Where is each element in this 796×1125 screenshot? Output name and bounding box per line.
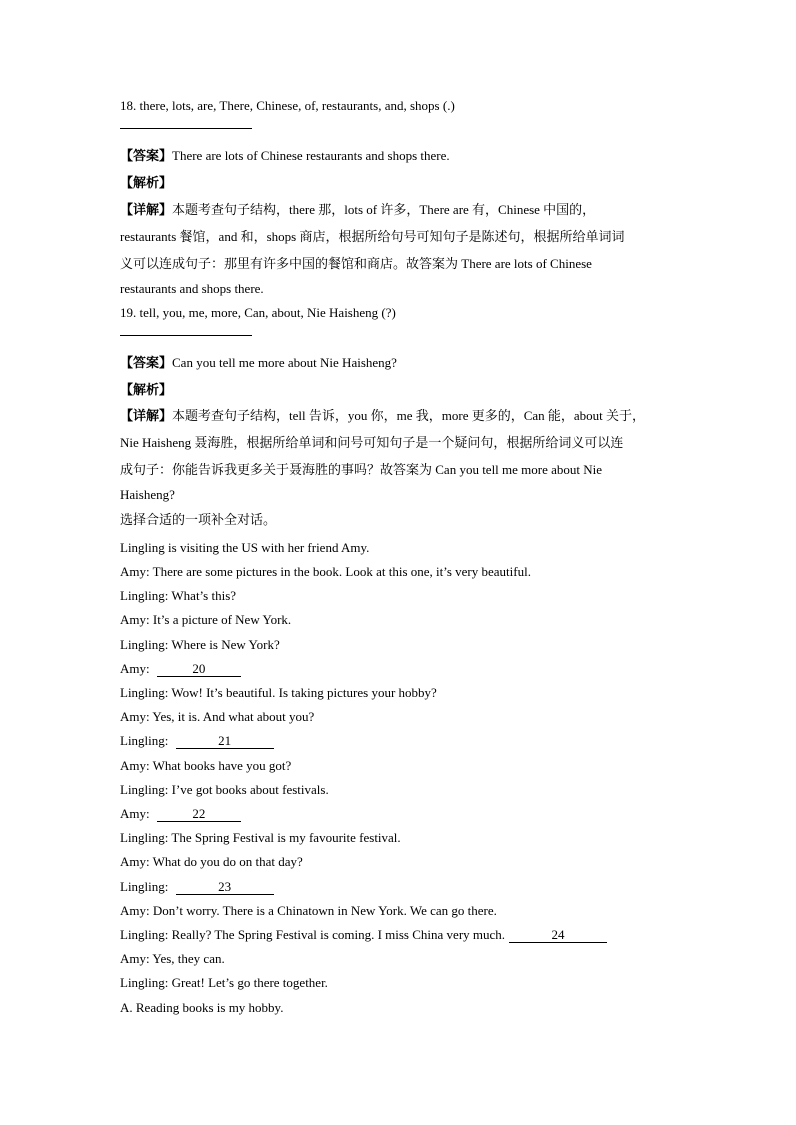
dialogue-line: Lingling: Wow! It’s beautiful. Is taking pictures your hobby? <box>120 685 437 701</box>
question-18-prompt: 18. there, lots, are, There, Chinese, of, restaurants, and, shops (.) <box>120 98 455 113</box>
blank-21[interactable]: 21 <box>176 734 274 749</box>
answer-19 <box>120 351 680 375</box>
answer-tag: 【答案】 <box>120 355 173 371</box>
detail-18-line-2: restaurants 餐馆，and 和，shops 商店，根据所给句号可知句子是陈述句，根据所给单词词 <box>120 228 625 244</box>
answer-19-text: Can you tell me more about Nie Haisheng? <box>172 355 397 371</box>
dialogue-line-blank-20: Amy: 20 <box>120 657 680 681</box>
option-a: A. Reading books is my hobby. <box>120 999 284 1015</box>
dialogue-line-blank-23: Lingling: 23 <box>120 875 680 899</box>
dialogue-line-blank-24: Lingling: Really? The Spring Festival is coming. I miss China very much. 24 <box>120 923 680 947</box>
analysis-tag-19: 【解析】 <box>120 382 173 398</box>
dialogue-line-blank-22: Amy: 22 <box>120 802 680 826</box>
answer-18 <box>120 144 680 168</box>
section-title: 选择合适的一项补全对话。 <box>120 511 277 527</box>
dialogue-line: Lingling: Great! Let’s go there together. <box>120 975 328 991</box>
detail-18-line-4: restaurants and shops there. <box>120 280 264 296</box>
analysis-tag-18: 【解析】 <box>120 175 173 191</box>
blank-23[interactable]: 23 <box>176 880 274 895</box>
answer-18-text: There are lots of Chinese restaurants and shops there. <box>172 148 450 164</box>
dialogue-line: Amy: Don’t worry. There is a Chinatown in New York. We can go there. <box>120 902 497 918</box>
detail-18-line-1: 【详解】本题考查句子结构，there 那，lots of 许多，There are 有，Chinese 中国的， <box>120 201 596 217</box>
dialogue-line: Lingling: What’s this? <box>120 588 237 604</box>
detail-19-line-1: 【详解】本题考查句子结构，tell 告诉，you 你，me 我，more 更多的，Can 能，about 关于， <box>120 408 646 424</box>
answer-line-19 <box>120 325 252 336</box>
dialogue-line: Amy: There are some pictures in the book. Look at this one, it’s very beautiful. <box>120 564 531 580</box>
document-page <box>120 94 680 1020</box>
blank-24[interactable]: 24 <box>509 928 607 943</box>
dialogue-line: Amy: It’s a picture of New York. <box>120 612 292 628</box>
dialogue-line-blank-21: Lingling: 21 <box>120 729 680 753</box>
dialogue-line: Amy: What books have you got? <box>120 757 292 773</box>
dialogue-line: Amy: Yes, it is. And what about you? <box>120 709 315 725</box>
detail-tag: 【详解】 <box>120 201 173 217</box>
dialogue-line: Lingling: The Spring Festival is my favourite festival. <box>120 830 401 846</box>
answer-tag: 【答案】 <box>120 148 173 164</box>
detail-19-line-2: Nie Haisheng 聂海胜，根据所给单词和问号可知句子是一个疑问句，根据所给词义可以连 <box>120 435 624 451</box>
blank-20[interactable]: 20 <box>157 662 241 677</box>
dialogue-line: Lingling: I’ve got books about festivals. <box>120 781 329 797</box>
detail-19-line-3: 成句子：你能告诉我更多关于聂海胜的事吗？故答案为 Can you tell me more about Nie <box>120 462 603 478</box>
dialogue-line: Amy: What do you do on that day? <box>120 854 303 870</box>
dialogue-line: Lingling: Where is New York? <box>120 636 280 652</box>
dialogue-line: Amy: Yes, they can. <box>120 951 225 967</box>
dialogue-intro: Lingling is visiting the US with her friend Amy. <box>120 539 370 555</box>
question-19-prompt: 19. tell, you, me, more, Can, about, Nie Haisheng (?) <box>120 304 396 320</box>
blank-22[interactable]: 22 <box>157 807 241 822</box>
answer-line-18 <box>120 118 252 129</box>
detail-18-line-3: 义可以连成句子：那里有许多中国的餐馆和商店。故答案为 There are lots of Chinese <box>120 255 592 271</box>
detail-19-line-4: Haisheng? <box>120 487 175 503</box>
detail-tag: 【详解】 <box>120 408 173 424</box>
